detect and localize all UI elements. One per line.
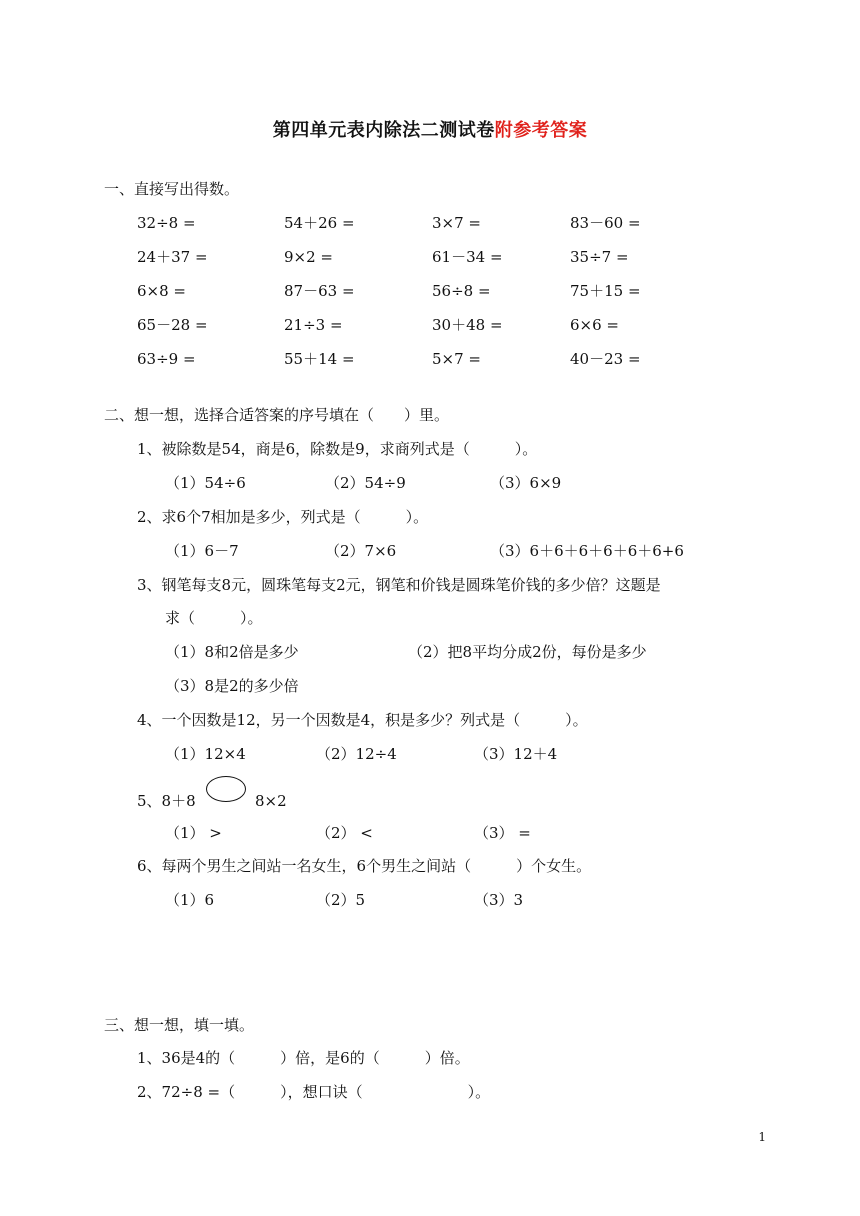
section3-heading: 三、想一想，填一填。 bbox=[104, 1016, 255, 1034]
arithmetic-item: 24＋37 = bbox=[137, 248, 208, 266]
question-2-6: 6、每两个男生之间站一名女生，6个男生之间站（ ）个女生。 bbox=[137, 857, 592, 875]
question-2-2: 2、求6个7相加是多少，列式是（ ）。 bbox=[137, 508, 429, 526]
option: （2）12÷4 bbox=[316, 745, 397, 763]
comparison-right: 8×2 bbox=[255, 792, 287, 810]
option: （1）54÷6 bbox=[165, 474, 246, 492]
section2-heading: 二、想一想，选择合适答案的序号填在（ ）里。 bbox=[104, 406, 450, 424]
option: （2）54÷9 bbox=[325, 474, 406, 492]
arithmetic-item: 63÷9 = bbox=[137, 350, 196, 368]
arithmetic-item: 55＋14 = bbox=[284, 350, 355, 368]
arithmetic-item: 61－34 = bbox=[432, 248, 503, 266]
arithmetic-item: 54＋26 = bbox=[284, 214, 355, 232]
arithmetic-item: 56÷8 = bbox=[432, 282, 491, 300]
question-2-1: 1、被除数是54，商是6，除数是9，求商列式是（ ）。 bbox=[137, 440, 538, 458]
arithmetic-item: 9×2 = bbox=[284, 248, 333, 266]
arithmetic-item: 21÷3 = bbox=[284, 316, 343, 334]
title-main: 第四单元表内除法二测试卷 bbox=[272, 120, 495, 141]
option: （1）6－7 bbox=[165, 542, 239, 560]
option: （3）6＋6＋6＋6＋6＋6+6 bbox=[490, 542, 684, 560]
option: （1）6 bbox=[165, 891, 215, 909]
option: （2）把8平均分成2份，每份是多少 bbox=[408, 643, 647, 661]
arithmetic-item: 83－60 = bbox=[570, 214, 641, 232]
question-2-3-line1: 3、钢笔每支8元，圆珠笔每支2元，钢笔和价钱是圆珠笔价钱的多少倍？这题是 bbox=[137, 576, 661, 594]
arithmetic-item: 35÷7 = bbox=[570, 248, 629, 266]
option: （1） > bbox=[165, 824, 222, 842]
arithmetic-item: 75＋15 = bbox=[570, 282, 641, 300]
option: （1）8和2倍是多少 bbox=[165, 643, 299, 661]
arithmetic-item: 5×7 = bbox=[432, 350, 481, 368]
question-3-2: 2、72÷8 =（ ），想口诀（ ）。 bbox=[137, 1083, 491, 1101]
arithmetic-item: 40－23 = bbox=[570, 350, 641, 368]
option: （3）6×9 bbox=[490, 474, 562, 492]
comparison-left: 5、8＋8 bbox=[137, 792, 196, 810]
arithmetic-item: 6×8 = bbox=[137, 282, 186, 300]
question-3-1: 1、36是4的（ ）倍，是6的（ ）倍。 bbox=[137, 1049, 470, 1067]
option: （3）12＋4 bbox=[474, 745, 558, 763]
arithmetic-item: 87－63 = bbox=[284, 282, 355, 300]
option: （2） < bbox=[316, 824, 373, 842]
page-title bbox=[0, 116, 860, 142]
section1-heading: 一、直接写出得数。 bbox=[104, 180, 240, 198]
question-2-4: 4、一个因数是12，另一个因数是4，积是多少？列式是（ ）。 bbox=[137, 711, 588, 729]
option: （1）12×4 bbox=[165, 745, 246, 763]
comparison-blank-circle bbox=[206, 776, 246, 802]
question-2-3-line2: 求（ ）。 bbox=[165, 609, 263, 627]
arithmetic-item: 32÷8 = bbox=[137, 214, 196, 232]
title-answer-key-note: 附参考答案 bbox=[494, 120, 588, 141]
arithmetic-item: 30＋48 = bbox=[432, 316, 503, 334]
option: （3） = bbox=[474, 824, 531, 842]
page-number: 1 bbox=[758, 1130, 766, 1144]
option: （3）8是2的多少倍 bbox=[165, 677, 299, 695]
option: （2）5 bbox=[316, 891, 366, 909]
arithmetic-item: 3×7 = bbox=[432, 214, 481, 232]
option: （2）7×6 bbox=[325, 542, 397, 560]
arithmetic-item: 6×6 = bbox=[570, 316, 619, 334]
option: （3）3 bbox=[474, 891, 524, 909]
arithmetic-item: 65－28 = bbox=[137, 316, 208, 334]
